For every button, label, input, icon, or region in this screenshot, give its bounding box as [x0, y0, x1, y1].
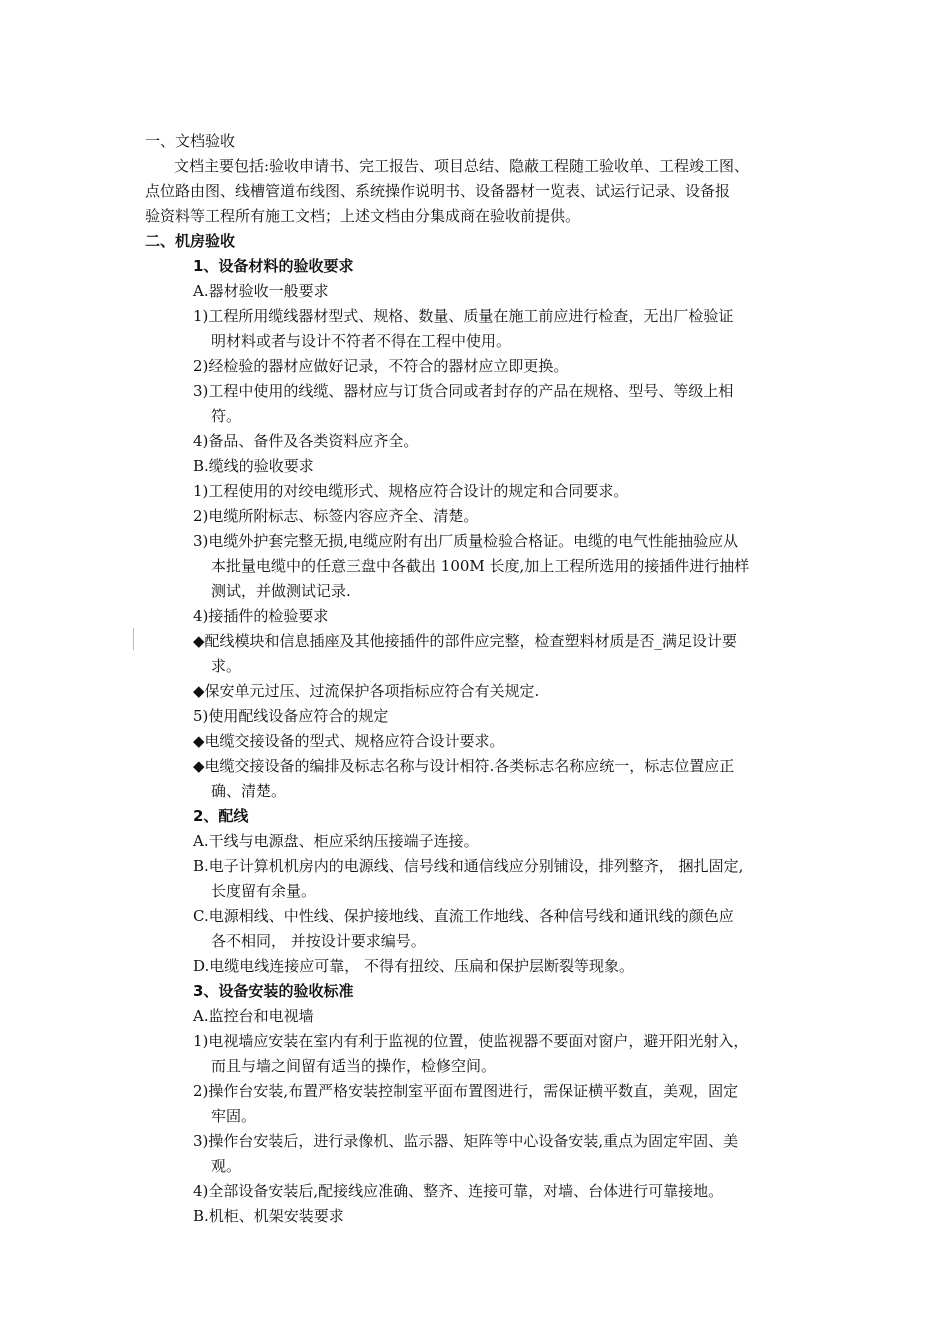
- margin-change-bar: [133, 628, 134, 650]
- list-item: 1)电视墙应安装在室内有利于监视的位置，使监视器不要面对窗户，避开阳光射入，: [193, 1032, 749, 1050]
- bullet-item: ◆电缆交接设备的编排及标志名称与设计相符.各类标志名称应统一，标志位置应正: [193, 757, 735, 775]
- list-item: 1)工程使用的对绞电缆形式、规格应符合设计的规定和合同要求。: [193, 482, 629, 500]
- list-item-continuation: 观。: [211, 1157, 242, 1175]
- item-heading: A.监控台和电视墙: [193, 1007, 314, 1025]
- bullet-item-continuation: 确、清楚。: [211, 782, 287, 800]
- list-item-continuation: 本批量电缆中的任意三盘中各截出 100M 长度,加上工程所选用的接插件进行抽样: [211, 557, 750, 575]
- list-item-continuation: 各不相同， 并按设计要求编号。: [211, 932, 426, 950]
- bullet-item: ◆保安单元过压、过流保护各项指标应符合有关规定.: [193, 682, 540, 700]
- subheading-wiring: 2、配线: [193, 807, 249, 825]
- list-item-continuation: 牢固。: [211, 1107, 257, 1125]
- list-item: 2)经检验的器材应做好记录，不符合的器材应立即更换。: [193, 357, 569, 375]
- list-item: 1)工程所用缆线器材型式、规格、数量、质量在施工前应进行检查，无出厂检验证: [193, 307, 734, 325]
- paragraph-line: 验资料等工程所有施工文档；上述文档由分集成商在验收前提供。: [145, 207, 581, 225]
- section-heading-doc-acceptance: 一、文档验收: [145, 132, 236, 150]
- subheading-equipment-install: 3、设备安装的验收标准: [193, 982, 354, 1000]
- list-item: 3)电缆外护套完整无损,电缆应附有出厂质量检验合格证。电缆的电气性能抽验应从: [193, 532, 739, 550]
- list-item-continuation: 测试，并做测试记录.: [211, 582, 351, 600]
- list-item: 4)备品、备件及各类资料应齐全。: [193, 432, 419, 450]
- item-heading: B.缆线的验收要求: [193, 457, 314, 475]
- item-heading: A.器材验收一般要求: [193, 282, 329, 300]
- bullet-item-continuation: 求。: [211, 657, 242, 675]
- list-item: 4)接插件的检验要求: [193, 607, 329, 625]
- list-item: D.电缆电线连接应可靠， 不得有扭绞、压扁和保护层断裂等现象。: [193, 957, 635, 975]
- list-item: 3)操作台安装后，进行录像机、监示器、矩阵等中心设备安装,重点为固定牢固、美: [193, 1132, 739, 1150]
- list-item: 2)电缆所附标志、标签内容应齐全、清楚。: [193, 507, 479, 525]
- list-item: 2)操作台安装,布置严格安装控制室平面布置图进行，需保证横平数直，美观，固定: [193, 1082, 739, 1100]
- item-heading: B.机柜、机架安装要求: [193, 1207, 344, 1225]
- list-item-continuation: 长度留有余量。: [211, 882, 317, 900]
- section-heading-room-acceptance: 二、机房验收: [145, 232, 236, 250]
- list-item-continuation: 明材料或者与设计不符者不得在工程中使用。: [211, 332, 512, 350]
- list-item: 5)使用配线设备应符合的规定: [193, 707, 389, 725]
- bullet-item: ◆电缆交接设备的型式、规格应符合设计要求。: [193, 732, 505, 750]
- list-item: C.电源相线、中性线、保护接地线、直流工作地线、各种信号线和通讯线的颜色应: [193, 907, 734, 925]
- list-item: 4)全部设备安装后,配接线应准确、整齐、连接可靠，对墙、台体进行可靠接地。: [193, 1182, 724, 1200]
- paragraph-line: 文档主要包括:验收申请书、完工报告、项目总结、隐蔽工程随工验收单、工程竣工图、: [174, 157, 750, 175]
- list-item-continuation: 符。: [211, 407, 242, 425]
- bullet-item: ◆配线模块和信息插座及其他接插件的部件应完整，检查塑料材质是否_满足设计要: [193, 632, 738, 650]
- list-item-continuation: 而且与墙之间留有适当的操作，检修空间。: [211, 1057, 497, 1075]
- list-item: B.电子计算机机房内的电源线、信号线和通信线应分别铺设，排列整齐， 捆扎固定,: [193, 857, 744, 875]
- paragraph-line: 点位路由图、线槽管道布线图、系统操作说明书、设备器材一览表、试运行记录、设备报: [145, 182, 731, 200]
- list-item: 3)工程中使用的线缆、器材应与订货合同或者封存的产品在规格、型号、等级上相: [193, 382, 734, 400]
- list-item: A.干线与电源盘、柜应采纳压接端子连接。: [193, 832, 479, 850]
- subheading-equipment-materials: 1、设备材料的验收要求: [193, 257, 354, 275]
